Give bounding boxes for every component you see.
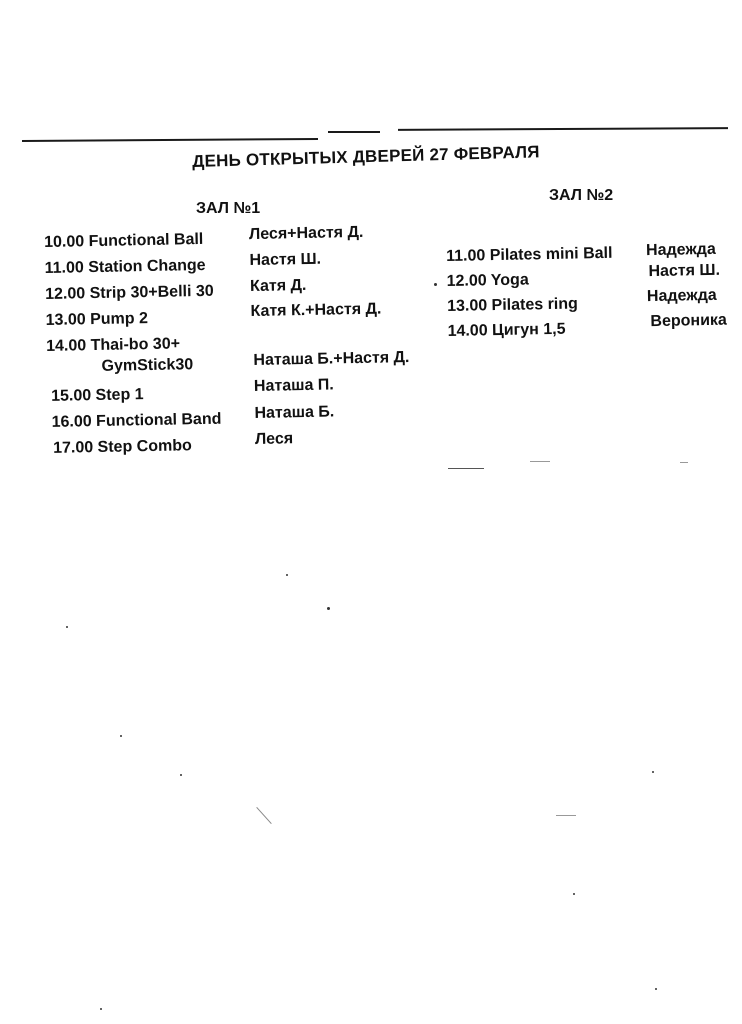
class-time-name: 11.00 Station Change [44,256,206,277]
page-title: ДЕНЬ ОТКРЫТЫХ ДВЕРЕЙ 27 ФЕВРАЛЯ [192,142,540,171]
scan-speck [652,771,654,773]
class-time-name: 12.00 Strip 30+Belli 30 [44,282,214,303]
schedule-row [46,330,447,388]
top-rule [22,138,318,142]
scan-speck [573,893,575,895]
hall-2-schedule [446,242,738,348]
scan-speck [66,626,68,628]
scan-speck [286,574,288,576]
class-time-name: 12.00 Yoga [446,271,529,290]
coach-name: Наташа П. [253,376,334,395]
top-rule-segment [398,127,728,131]
coach-name: Настя Ш. [249,250,322,270]
scan-mark [556,815,576,816]
class-time-name: 11.00 Pilates mini Ball [446,244,613,265]
top-rule-segment [328,131,380,133]
class-time-name: 16.00 Functional Band [51,410,222,431]
hall-2-title: ЗАЛ №2 [549,187,614,204]
hall-1-schedule [44,223,448,466]
coach-name: Вероника [650,311,728,331]
class-time-name: 14.00 Цигун 1,5 [447,320,566,340]
coach-name: Катя К.+Настя Д. [250,300,382,321]
scan-speck [120,735,122,737]
scan-speck [434,283,437,286]
coach-name: Катя Д. [249,276,307,296]
class-time-name: 10.00 Functional Ball [44,230,204,251]
hall-1-title: ЗАЛ №1 [196,200,261,217]
class-time-name-line2: GymStick30 [101,356,194,375]
scan-speck [180,774,182,776]
scan-speck [655,988,657,990]
class-time-name: 15.00 Step 1 [50,386,144,405]
scan-speck [327,607,330,610]
class-time-name: 13.00 Pilates ring [446,295,578,315]
coach-name: Надежда [645,240,716,260]
coach-name: Наташа Б.+Настя Д. [253,349,410,370]
scan-speck [100,1008,102,1010]
class-time-name: 13.00 Pump 2 [45,310,149,329]
scan-mark [680,462,688,463]
coach-name: Настя Ш. [648,261,721,281]
class-time-name-line1: 14.00 Thai-bo 30+ [45,335,181,355]
scan-mark [530,461,550,462]
scan-mark [448,468,484,469]
coach-name: Надежда [646,286,717,306]
coach-name: Леся [254,430,294,448]
class-time-name: 17.00 Step Combo [52,437,192,457]
scan-mark [256,807,271,824]
schedule-row [447,311,737,348]
coach-name: Леся+Настя Д. [248,223,364,244]
coach-name: Наташа Б. [254,403,335,422]
class-time-name [46,335,193,377]
